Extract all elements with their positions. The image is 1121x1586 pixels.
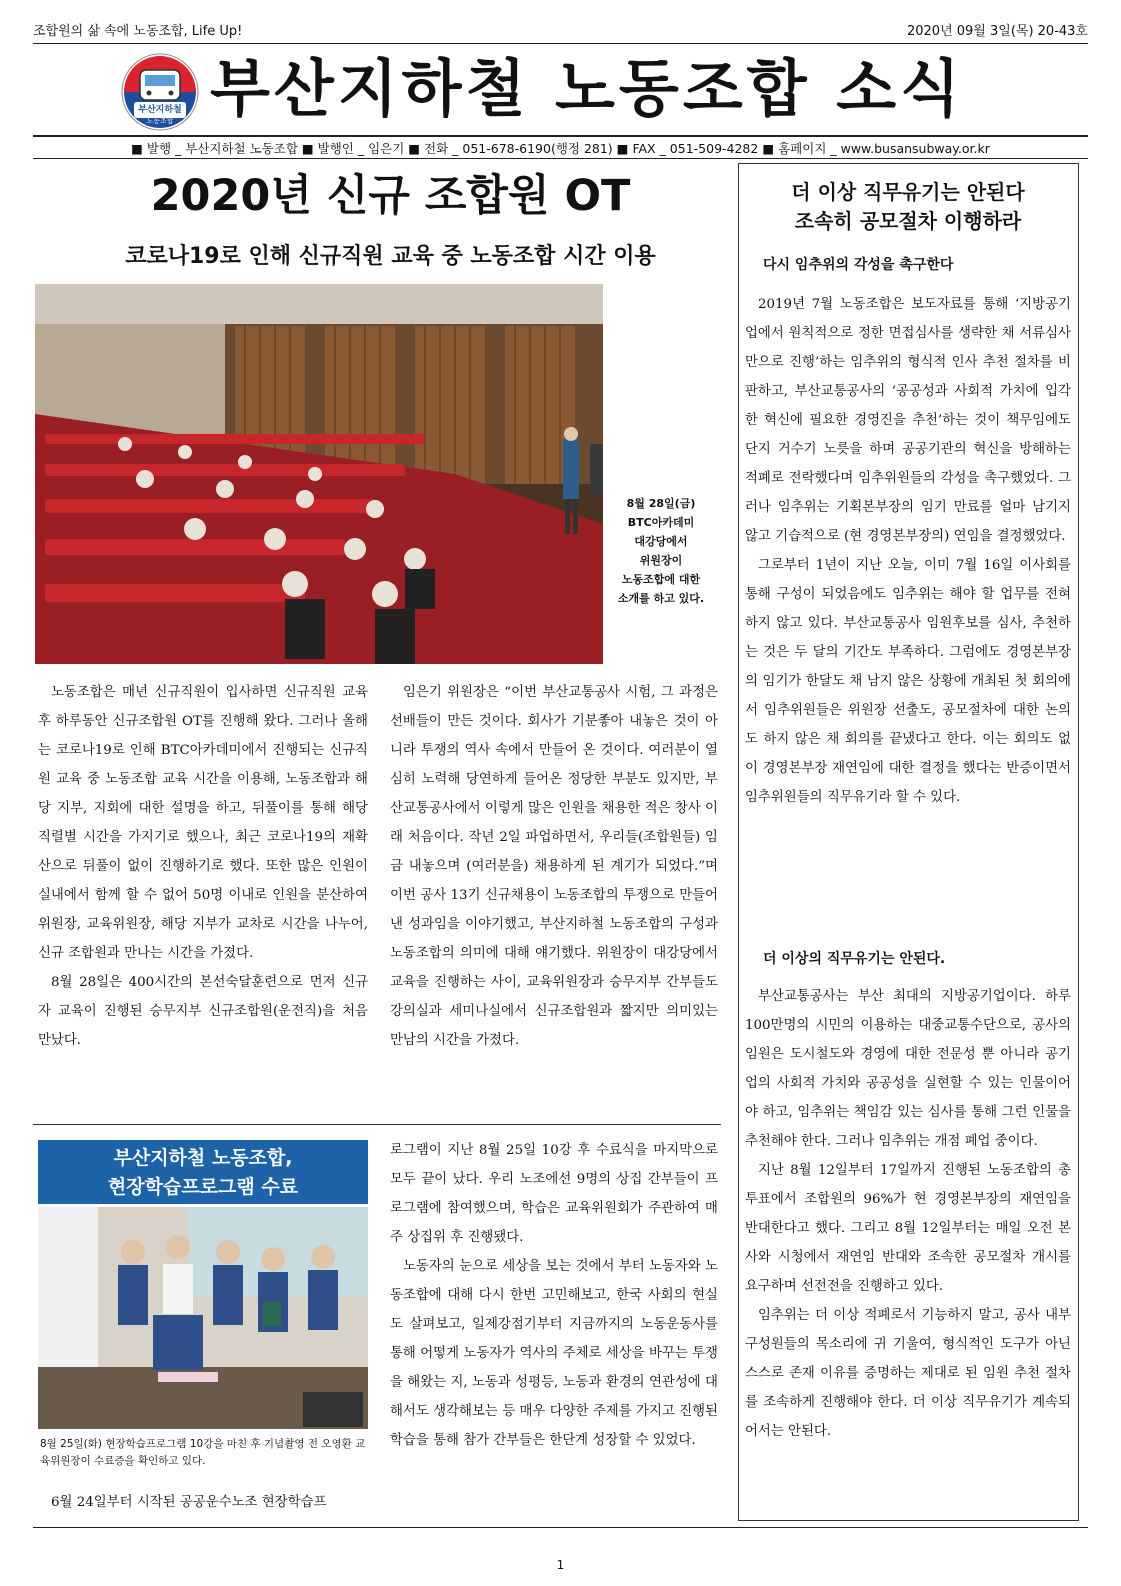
article-column-4: [390, 1136, 718, 1455]
caption-line: 8월 28일(금): [626, 497, 696, 510]
article-paragraph: 임은기 위원장은 “이번 부산교통공사 시험, 그 과정은 선배들이 만든 것이다. 회사가 기분좋아 내놓은 것이 아니라 투쟁의 역사 속에서 만들어 온 것이다. 여러분이 열심히 노력해 당연하게 들어온 정당한 부분도 있지만, 부산교통공사에서 이렇게 많은 인원을 채용한 적은 창사 이래 처음이다. 작년 2일 파업하면서, 우리들(조합원들) 임금 내놓으며 (여러분을) 채용하게 된 계기가 되었다.”며 이번 공사 13기 신규채용이 노동조합의 투쟁으로 만들어낸 성과임을 이야기했고, 부산지하철 노동조합의 구성과 노동조합의 의미에 대해 얘기했다. 위원장이 대강당에서 교육을 진행하는 사이, 교육위원장과 승무지부 간부들도 강의실과 세미나실에서 신규조합원과 짧지만 의미있는 만남의 시간을 가졌다.: [390, 685, 718, 1048]
caption-line: 노동조합에 대한: [621, 573, 701, 586]
caption-line: 대강당에서: [634, 535, 688, 548]
section-divider: [33, 1124, 721, 1125]
article-paragraph: 로그램이 지난 8월 25일 10강 후 수료식을 마지막으로 모두 끝이 났다. 우리 노조에선 9명의 상집 간부들이 프로그램에 참여했으며, 학습은 교육위원회가 주관하여 매주 상집위 후 진행됐다.: [390, 1143, 718, 1245]
sidebar-paragraph: 부산교통공사는 부산 최대의 지방공기업이다. 하루 100만명의 시민의 이용하는 대중교통수단으로, 공사의 임원은 도시철도와 경영에 대한 전문성 뿐 아니라 공기업의 사회적 가치와 공공성을 실현할 수 있는 인물이어야 하고, 임추위는 책임감 있는 심사를 통해 그런 인물을 추천해야 한다. 그러나 임추위는 개점 폐업 중이다.: [745, 989, 1071, 1149]
graduation-image: [38, 1207, 368, 1429]
union-logo: [120, 52, 200, 132]
logo-text-1: 부산지하철: [138, 105, 182, 115]
article-paragraph: 6월 24일부터 시작된 공공운수노조 현장학습프: [51, 1495, 327, 1510]
sidebar-paragraph: 지난 8월 12일부터 17일까지 진행된 노동조합의 총투표에서 조합원의 96%가 현 경영본부장의 재연임을 반대한다고 했다. 그리고 8월 12일부터는 매일 오전 본사와 시청에서 재연임 반대와 조속한 공모절차 개시를 요구하며 선전전을 진행하고 있다.: [745, 1163, 1071, 1294]
lecture-hall-photo: [35, 284, 603, 664]
sidebar-paragraph: 2019년 7월 노동조합은 보도자료를 통해 ‘지방공기업에서 원칙적으로 정한 면접심사를 생략한 채 서류심사만으로 진행’하는 임추위의 형식적 인사 추천 절차를 비판하고, 부산교통공사의 ‘공공성과 사회적 가치에 입각한 혁신에 필요한 경영진을 추천’하는 것이 책무임에도 단지 거수기 노릇을 하며 공공기관의 혁신을 방해하는 적폐로 전락했다며 임추위원들의 각성을 촉구했었다. 그러나 임추위는 기획본부장의 임기 만료를 얼마 남기지 않고 기습적으로 (현 경영본부장의) 연임을 결정했었다.: [745, 297, 1071, 544]
sidebar-section-1: [745, 290, 1071, 812]
article-subheadline: 코로나19로 인해 신규직원 교육 중 노동조합 시간 이용: [125, 244, 656, 269]
sidebar-subhead: 다시 임추위의 각성을 촉구한다: [763, 257, 954, 273]
sidebar-title-line: 더 이상 직무유기는 안된다: [791, 180, 1025, 204]
sidebar-title: [745, 178, 1071, 236]
info-rule: [33, 158, 1088, 159]
photo-caption: [606, 494, 716, 608]
subway-logo-icon: [120, 52, 200, 132]
article-paragraph: 노동조합은 매년 신규직원이 입사하면 신규직원 교육 후 하루동안 신규조합원 OT를 진행해 왔다. 그러나 올해는 코로나19로 인해 BTC아카데미에서 진행되는 신규직원 교육 중 노동조합 교육 시간을 이용해, 노동조합과 해당 지부, 지회에 대한 설명을 하고, 뒤풀이를 통해 해당 직렬별 시간을 가지기로 했으나, 최근 코로나19의 재확산으로 뒤풀이 없이 진행하기로 했다. 또한 많은 인원이 실내에서 함께 할 수 없어 50명 이내로 인원을 분산하여 위원장, 교육위원장, 해당 지부가 교차로 시간을 나누어, 신규 조합원과 만나는 시간을 가졌다.: [38, 685, 368, 961]
footer-rule: [33, 1527, 1088, 1528]
issue-date: 2020년 09월 3일(목) 20-43호: [906, 24, 1088, 39]
caption-line: 소개를 하고 있다.: [617, 592, 705, 605]
caption-line: 위원장이: [639, 554, 683, 567]
lecture-hall-image: [35, 284, 603, 664]
sidebar-paragraph: 임추위는 더 이상 적폐로서 기능하지 말고, 공사 내부 구성원들의 목소리에 귀 기울여, 형식적인 도구가 아닌 스스로 존재 이유를 증명하는 제대로 된 임원 추천 절차를 조속하게 진행해야 한다. 더 이상 직무유기가 계속되어서는 안된다.: [745, 1308, 1071, 1439]
article-headline: 2020년 신규 조합원 OT: [150, 171, 631, 221]
top-rule: [33, 43, 1088, 44]
slogan: 조합원의 삶 속에 노동조합, Life Up!: [33, 24, 243, 39]
article-column-2: [390, 678, 718, 1055]
article-column-3: [38, 1488, 368, 1517]
article-column-1: [38, 678, 368, 1055]
graduation-caption: 8월 25일(화) 현장학습프로그램 10강을 마친 후 기념촬영 전 오영환 교육위원장이 수료증을 확인하고 있다.: [40, 1438, 366, 1467]
page-number: 1: [556, 1558, 565, 1572]
publisher-info: ■ 발행 _ 부산지하철 노동조합 ■ 발행인 _ 임은기 ■ 전화 _ 051-678-6190(행정 281) ■ FAX _ 051-509-4282 ■ 홈페이지 _ www.busansubway.or.kr: [131, 141, 990, 156]
masthead-rule: [33, 135, 1088, 137]
article-paragraph: 8월 28일은 400시간의 본선숙달훈련으로 먼저 신규자 교육이 진행된 승무지부 신규조합원(운전직)을 처음 만났다.: [38, 975, 368, 1048]
logo-text-2: 노동조합: [146, 117, 174, 125]
article-paragraph: 노동자의 눈으로 세상을 보는 것에서 부터 노동자와 노동조합에 대해 다시 한번 고민해보고, 한국 사회의 현실도 살펴보고, 일제강점기부터 지금까지의 노동운동사를 통해 어떻게 노동자가 역사의 주체로 세상을 바꾸는 투쟁을 해왔는 지, 노동과 성평등, 노동과 환경의 연관성에 대해서도 생각해보는 등 매우 다양한 주제를 가지고 진행된 학습을 통해 참가 간부들은 한단계 성장할 수 있었다.: [390, 1259, 718, 1448]
sidebar-subhead: 더 이상의 직무유기는 안된다.: [763, 951, 946, 967]
program-banner: [38, 1140, 368, 1204]
banner-line: 부산지하철 노동조합,: [113, 1147, 293, 1169]
sidebar-section-2: [745, 982, 1071, 1446]
banner-line: 현장학습프로그램 수료: [107, 1176, 299, 1198]
caption-line: BTC아카데미: [627, 516, 695, 529]
masthead-title: 부산지하철 노동조합 소식: [210, 52, 964, 125]
sidebar-paragraph: 그로부터 1년이 지난 오늘, 이미 7월 16일 이사회를 통해 구성이 되었음에도 임추위는 해야 할 업무를 전혀 하지 않고 있다. 부산교통공사 임원후보를 심사, 추천하는 것은 두 달의 기간도 부족하다. 그럼에도 경영본부장의 임기가 한달도 채 남지 않은 상황에 개최된 첫 회의에서 임추위원들은 위원장 선출도, 공모절차에 대한 논의도 하지 않은 채 회의를 끝냈다고 한다. 이는 회의도 없이 경영본부장 재연임에 대한 결정을 했다는 반증이면서 임추위원들의 직무유기라 할 수 있다.: [745, 558, 1071, 805]
sidebar-title-line: 조속히 공모절차 이행하라: [794, 209, 1022, 233]
graduation-photo: [38, 1207, 368, 1429]
